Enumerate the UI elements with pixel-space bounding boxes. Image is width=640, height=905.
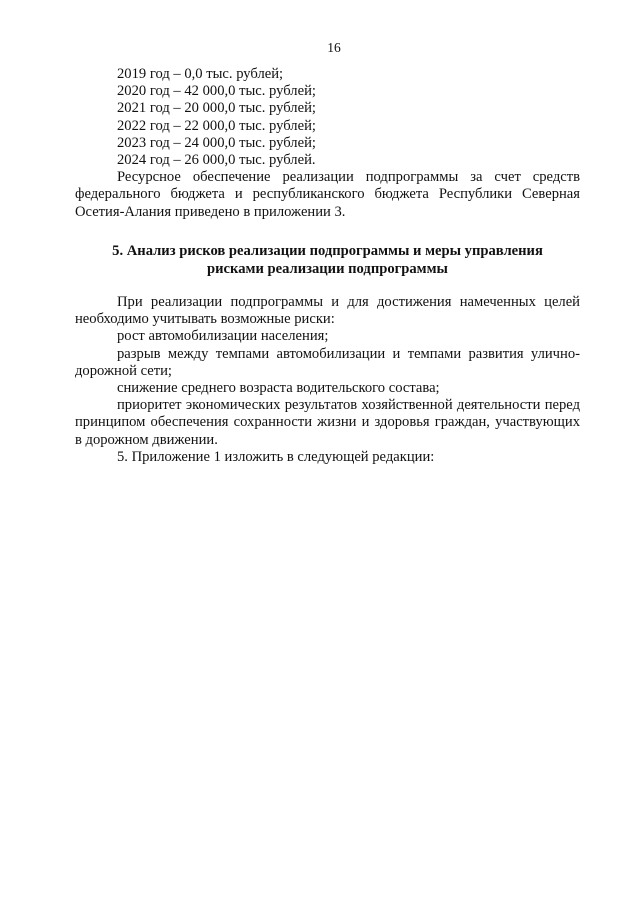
section-heading-line: рисками реализации подпрограммы (207, 260, 448, 277)
risk-item: разрыв между темпами автомобилизации и темпами развития улично-дорожной сети; (75, 345, 580, 379)
funding-year-line: 2020 год – 42 000,0 тыс. рублей; (117, 83, 316, 100)
risks-block (75, 294, 580, 466)
risk-item: снижение среднего возраста водительского состава; (117, 380, 440, 397)
funding-year-line: 2022 год – 22 000,0 тыс. рублей; (117, 117, 316, 134)
section-heading-line: 5. Анализ рисков реализации подпрограммы и меры управления (112, 243, 543, 259)
funding-year-line: 2023 год – 24 000,0 тыс. рублей; (117, 134, 316, 151)
page-number: 16 (327, 40, 341, 55)
funding-year-line: 2021 год – 20 000,0 тыс. рублей; (117, 100, 316, 117)
funding-year-line: 2024 год – 26 000,0 тыс. рублей. (117, 152, 316, 169)
funding-block (75, 66, 580, 221)
closing-paragraph: 5. Приложение 1 изложить в следующей редакции: (117, 448, 435, 465)
risks-intro-paragraph: При реализации подпрограммы и для достижения намеченных целей необходимо учитывать возможные риски: (75, 294, 580, 328)
risk-item: рост автомобилизации населения; (117, 328, 329, 345)
risk-item: приоритет экономических результатов хозяйственной деятельности перед принципом обеспечения сохранности жизни и здоровья граждан, участвующих в дорожном движении. (75, 397, 580, 448)
resource-paragraph: Ресурсное обеспечение реализации подпрограммы за счет средств федерального бюджета и республиканского бюджета Республики Северная Осетия-Алания приведено в приложении 3. (75, 169, 580, 220)
funding-year-line: 2019 год – 0,0 тыс. рублей; (117, 66, 284, 82)
section-heading (75, 243, 580, 278)
